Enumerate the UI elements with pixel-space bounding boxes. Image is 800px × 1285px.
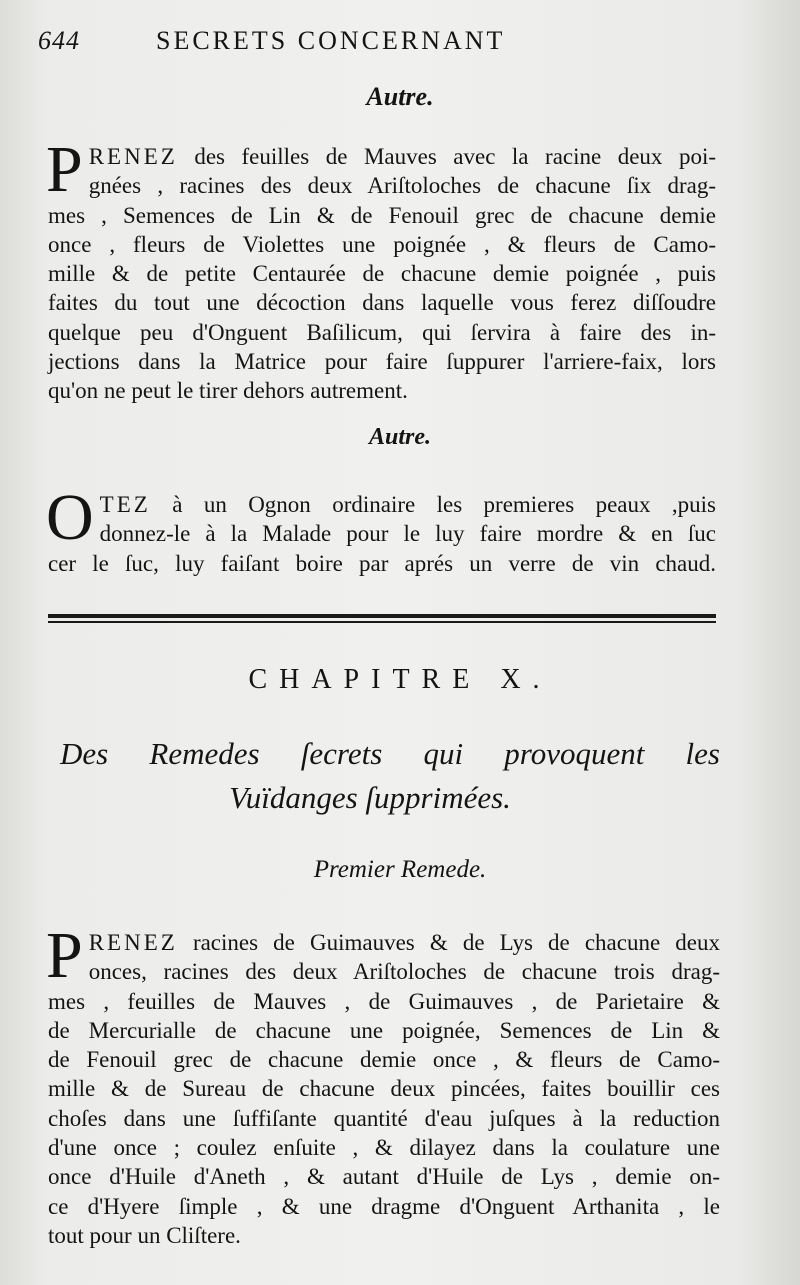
text-line: gnées , racines des deux Ariſtoloches de chacune ſix drag- xyxy=(88,173,716,199)
text-line: faites du tout une décoction dans laquelle vous ferez diſſoudre xyxy=(48,290,716,316)
text-line: cer le ſuc, luy faiſant boire par aprés un verre de vin chaud. xyxy=(48,550,716,576)
text-line: once , fleurs de Violettes une poignée , & fleurs de Camo- xyxy=(48,231,716,257)
chapter-heading: CHAPITRE X. xyxy=(248,664,552,695)
text-line: mes , feuilles de Mauves , de Guimauves , de Parietaire & xyxy=(48,988,720,1014)
text-line: de Fenouil grec de chacune demie once , & fleurs de Camo- xyxy=(48,1047,720,1073)
text-line: TEZ à un Ognon ordinaire les premieres peaux ,puis xyxy=(99,492,716,517)
chapter-title-line-2: Vuïdanges ſupprimées. xyxy=(229,780,511,815)
drop-cap: P xyxy=(46,919,83,992)
chapter-divider-rule xyxy=(48,614,716,623)
drop-cap: O xyxy=(46,481,94,554)
drop-cap: P xyxy=(46,133,83,206)
lead-word: RENEZ xyxy=(88,930,178,955)
text-line: ce d'Hyere ſimple , & une dragme d'Onguent Arthanita , le xyxy=(48,1193,720,1219)
section-heading-autre-2: Autre. xyxy=(368,424,431,450)
paragraph-remedy-3 xyxy=(46,919,720,1250)
section-heading-premier-remede: Premier Remede. xyxy=(313,856,487,883)
paragraph-remedy-1 xyxy=(46,133,716,406)
lead-word: RENEZ xyxy=(88,144,178,169)
text-line: once d'Huile d'Aneth , & autant d'Huile de Lys , demie on- xyxy=(48,1164,720,1190)
text-line: d'une once ; coulez enſuite , & dilayez dans la coulature une xyxy=(48,1135,720,1161)
text-line: onces, racines des deux Ariſtoloches de chacune trois drag- xyxy=(88,959,720,985)
lead-word: TEZ xyxy=(99,492,151,517)
text-line: RENEZ des feuilles de Mauves avec la racine deux poi- xyxy=(88,144,716,169)
text-line: de Mercurialle de chacune une poignée, Semences de Lin & xyxy=(48,1017,720,1043)
running-head: SECRETS CONCERNANT xyxy=(156,26,506,55)
paragraph-remedy-2 xyxy=(46,481,716,578)
text-line: choſes dans une ſuffiſante quantité d'eau juſques à la reduction xyxy=(48,1105,720,1131)
text-line: quelque peu d'Onguent Baſilicum, qui ſervira à faire des in- xyxy=(48,319,716,345)
chapter-title-line-1: Des Remedes ſecrets qui provoquent les xyxy=(60,736,720,771)
chapter-title xyxy=(60,732,720,820)
text-line: jections dans la Matrice pour faire ſuppurer l'arriere-faix, lors xyxy=(48,349,716,375)
page-number: 644 xyxy=(38,26,80,55)
page-header xyxy=(38,26,598,66)
text-line: qu'on ne peut le tirer dehors autrement. xyxy=(48,378,408,404)
text-line: mille & de petite Centaurée de chacune demie poignée , puis xyxy=(48,261,716,287)
text-line: mes , Semences de Lin & de Fenouil grec de chacune demie xyxy=(48,202,716,228)
text-line: tout pour un Cliſtere. xyxy=(48,1222,241,1248)
text-line: mille & de Sureau de chacune deux pincées, faites bouillir ces xyxy=(48,1076,720,1102)
text-line: donnez-le à la Malade pour le luy faire mordre & en ſuc xyxy=(99,521,716,547)
section-heading-autre-1: Autre. xyxy=(366,82,434,111)
text-line: RENEZ racines de Guimauves & de Lys de chacune deux xyxy=(88,930,720,955)
